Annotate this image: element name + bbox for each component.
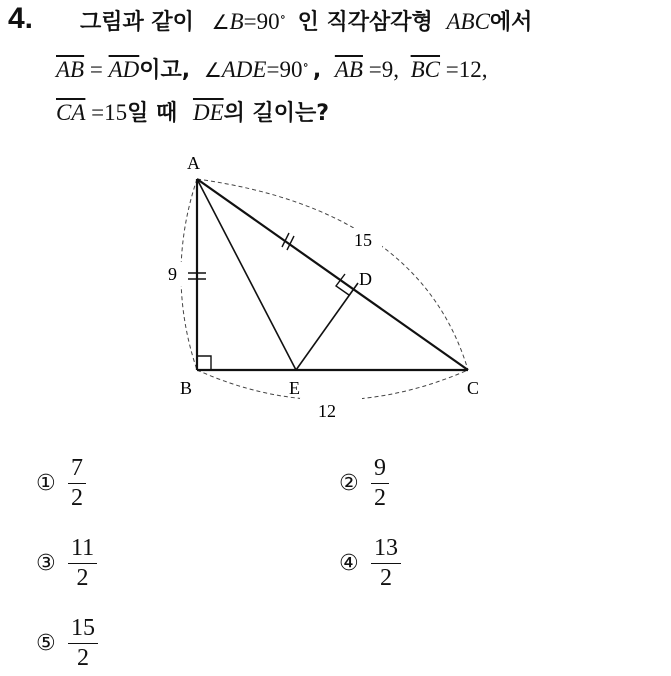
math-variable: B [229, 9, 244, 34]
degree-symbol: ∘ [279, 9, 286, 24]
angle-symbol: ∠ [211, 10, 230, 34]
math-expression: = [84, 57, 109, 82]
text-segment: 의 길이는? [223, 101, 330, 126]
length-label-ca: 15 [354, 230, 372, 250]
side-ca [197, 179, 468, 370]
choice-mark: ⑤ [36, 631, 56, 657]
segment-ab: $\overline{AB}$ [56, 57, 85, 82]
choice-fraction [68, 616, 98, 671]
right-angle-b [197, 356, 211, 370]
math-expression: =12, [440, 57, 488, 82]
point-label-e: E [289, 378, 300, 398]
length-label-ab: 9 [168, 264, 177, 284]
text-segment: 이고, [139, 58, 191, 83]
fraction-numerator: 11 [68, 536, 97, 564]
triangle-figure [0, 140, 671, 440]
fraction-denominator: 2 [76, 565, 89, 592]
fraction-numerator: 7 [68, 456, 86, 484]
question-number: 4. [8, 2, 34, 35]
segment-de [296, 283, 358, 370]
angle-name: ADE [221, 57, 267, 82]
point-label-b: B [180, 378, 193, 398]
fraction-numerator: 9 [371, 456, 389, 484]
choice-mark: ④ [339, 551, 359, 577]
point-label-c: C [467, 378, 480, 398]
choice-5[interactable] [36, 616, 98, 671]
choice-mark: ② [339, 471, 359, 497]
arc-bc [197, 370, 468, 400]
choice-mark: ③ [36, 551, 56, 577]
angle-symbol: ∠ [203, 58, 222, 82]
fraction-numerator: 15 [68, 616, 98, 644]
degree-symbol: ∘ [302, 57, 309, 72]
segment-ae [197, 179, 296, 370]
choice-2[interactable] [339, 456, 389, 511]
math-expression: =90 [266, 57, 303, 82]
text-segment: , [312, 58, 322, 83]
segment-bc: $\overline{BC}$ [410, 57, 441, 82]
point-label-a: A [187, 153, 200, 173]
length-label-bc: 12 [318, 401, 336, 421]
math-expression: =90 [243, 9, 280, 34]
triangle-name: ABC [446, 9, 490, 34]
fraction-denominator: 2 [71, 485, 83, 512]
math-expression: =15 [85, 100, 128, 125]
fraction-denominator: 2 [77, 645, 89, 672]
text-segment: 일 때 [127, 101, 178, 126]
fraction-denominator: 2 [380, 565, 392, 592]
math-expression: =9, [362, 57, 399, 82]
segment-ab: $\overline{AB}$ [334, 57, 363, 82]
question-line-2 [56, 50, 488, 86]
choice-3[interactable] [36, 536, 97, 591]
choice-fraction [371, 456, 389, 511]
choice-4[interactable] [339, 536, 401, 591]
text-segment: 그림과 같이 [80, 10, 194, 35]
text-segment: 에서 [489, 10, 533, 35]
fraction-denominator: 2 [374, 485, 386, 512]
segment-ad: $\overline{AD}$ [108, 57, 140, 82]
point-label-d: D [359, 269, 372, 289]
choice-fraction [68, 456, 86, 511]
choice-fraction [68, 536, 97, 591]
choice-fraction [371, 536, 401, 591]
question-line-3 [56, 98, 329, 129]
segment-de: $\overline{DE}$ [192, 100, 224, 125]
segment-ca: $\overline{CA}$ [56, 100, 86, 125]
text-segment: 인 직각삼각형 [297, 10, 433, 35]
question-line-1 [80, 2, 532, 38]
fraction-numerator: 13 [371, 536, 401, 564]
choice-mark: ① [36, 471, 56, 497]
choice-1[interactable] [36, 456, 86, 511]
